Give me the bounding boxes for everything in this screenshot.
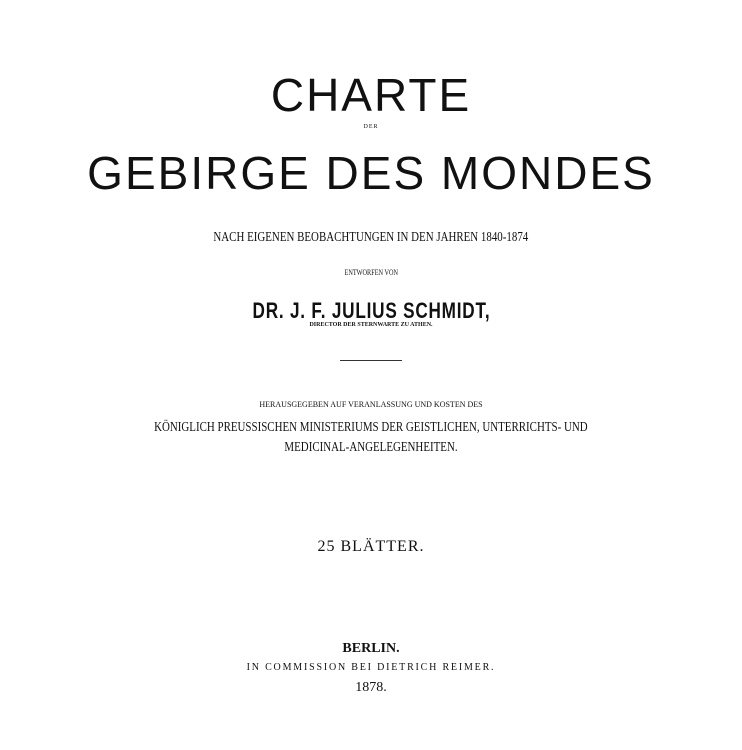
divider-rule	[340, 360, 402, 361]
publication-city: BERLIN.	[342, 641, 400, 656]
title-connector: DER	[363, 124, 379, 130]
title-text: CHARTE	[270, 69, 472, 121]
drafted-by-text: ENTWORFEN VON	[344, 268, 398, 277]
title-line-2: GEBIRGE DES MONDES	[87, 147, 655, 199]
author-text: DR. J. F. JULIUS SCHMIDT,	[252, 298, 490, 323]
ministry-line-1-text: KÖNIGLICH PREUSSISCHEN MINISTERIUMS DER GEISTLICHEN, UNTERRICHTS- UND	[154, 420, 588, 435]
author-role: DIRECTOR DER STERNWARTE ZU ATHEN.	[309, 322, 433, 328]
publisher: IN COMMISSION BEI DIETRICH REIMER.	[246, 662, 496, 673]
subtitle	[0, 231, 742, 245]
ministry-line-2	[0, 441, 742, 455]
subtitle-text: NACH EIGENEN BEOBACHTUNGEN IN DEN JAHREN 1840-1874	[213, 230, 529, 245]
published-note: HERAUSGEGEBEN AUF VERANLASSUNG UND KOSTEN DES	[259, 400, 483, 409]
ministry-line-1	[0, 421, 742, 435]
author-name	[0, 300, 742, 322]
publication-year: 1878.	[355, 680, 387, 695]
title-line-1	[0, 69, 742, 121]
ministry-line-2-text: MEDICINAL-ANGELEGENHEITEN.	[284, 440, 458, 455]
sheet-count: 25 BLÄTTER.	[317, 538, 425, 555]
drafted-by	[0, 269, 742, 277]
